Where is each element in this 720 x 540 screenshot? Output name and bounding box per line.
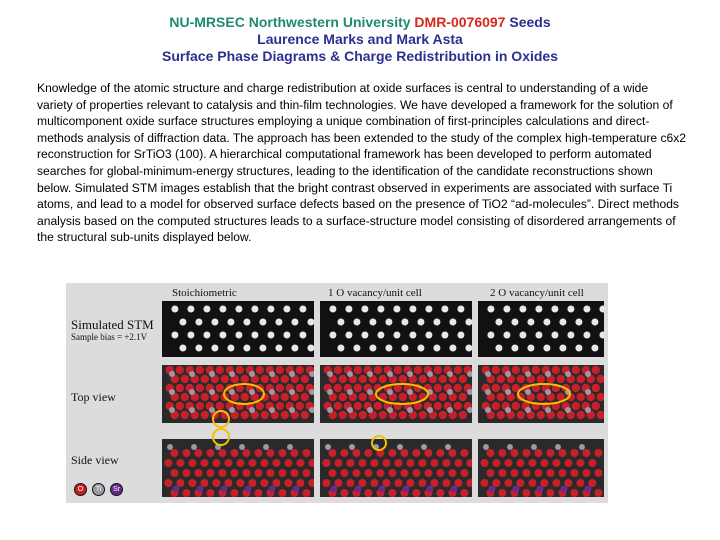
highlight-circle: [213, 429, 229, 445]
row-label-top: Top view: [71, 390, 116, 404]
grant-number: DMR-0076097: [414, 14, 506, 30]
seeds-label: Seeds: [509, 14, 551, 30]
column-heading-stoichiometric: Stoichiometric: [172, 287, 237, 299]
row-label-stm: Simulated STM: [71, 317, 154, 332]
highlight-overlay: [66, 283, 608, 503]
description-paragraph: Knowledge of the atomic structure and charge redistribution at oxide surfaces is central to understanding of a wide variety of properties relevant to catalysis and thin-film technologies. We have developed a framework for the solution of multicomponent oxide surface structures employing a unique combination of first-principles calculations and direct-methods analysis of diffraction data. The approach has been extended to the study of the complex high-temperature c6x2 reconstruction for SrTiO3 (100). A hierarchical computational framework has been developed to perform automated searches for global-minimum-energy structures, leading to the identification of the candidate reconstructions shown below. Simulated STM images establish that the bright contrast observed in experiments are associated with surface Ti atoms, and lead to a model for observed surface defects based on the presence of TiO2 “ad-molecules”. Direct methods analysis based on the computed structures leads to a surface-structure model consisting of disordered arrangements of the structural sub-units displayed below.: [37, 81, 686, 245]
legend-strontium: Sr: [110, 483, 123, 496]
slide-title: Surface Phase Diagrams & Charge Redistribution in Oxides: [162, 48, 558, 64]
column-heading-2-o-vacancy: 2 O vacancy/unit cell: [490, 287, 584, 299]
row-label-stm-bias: Sample bias = +2.1V: [71, 332, 148, 342]
structure-figure: [66, 283, 608, 503]
slide-header: [0, 14, 720, 65]
highlight-circle: [372, 436, 386, 450]
header-line-1: [0, 14, 720, 31]
highlight-ellipse: [376, 384, 428, 404]
legend-oxygen: O: [74, 483, 87, 496]
authors: Laurence Marks and Mark Asta: [257, 31, 463, 47]
highlight-ellipse: [518, 384, 570, 404]
highlight-circle: [213, 411, 229, 427]
legend-titanium: Ti: [92, 483, 105, 496]
highlight-ellipse: [224, 384, 264, 404]
atom-legend: [72, 481, 132, 497]
row-label-side: Side view: [71, 453, 119, 467]
institution-title: NU-MRSEC Northwestern University: [169, 14, 411, 30]
column-heading-1-o-vacancy: 1 O vacancy/unit cell: [328, 287, 422, 299]
